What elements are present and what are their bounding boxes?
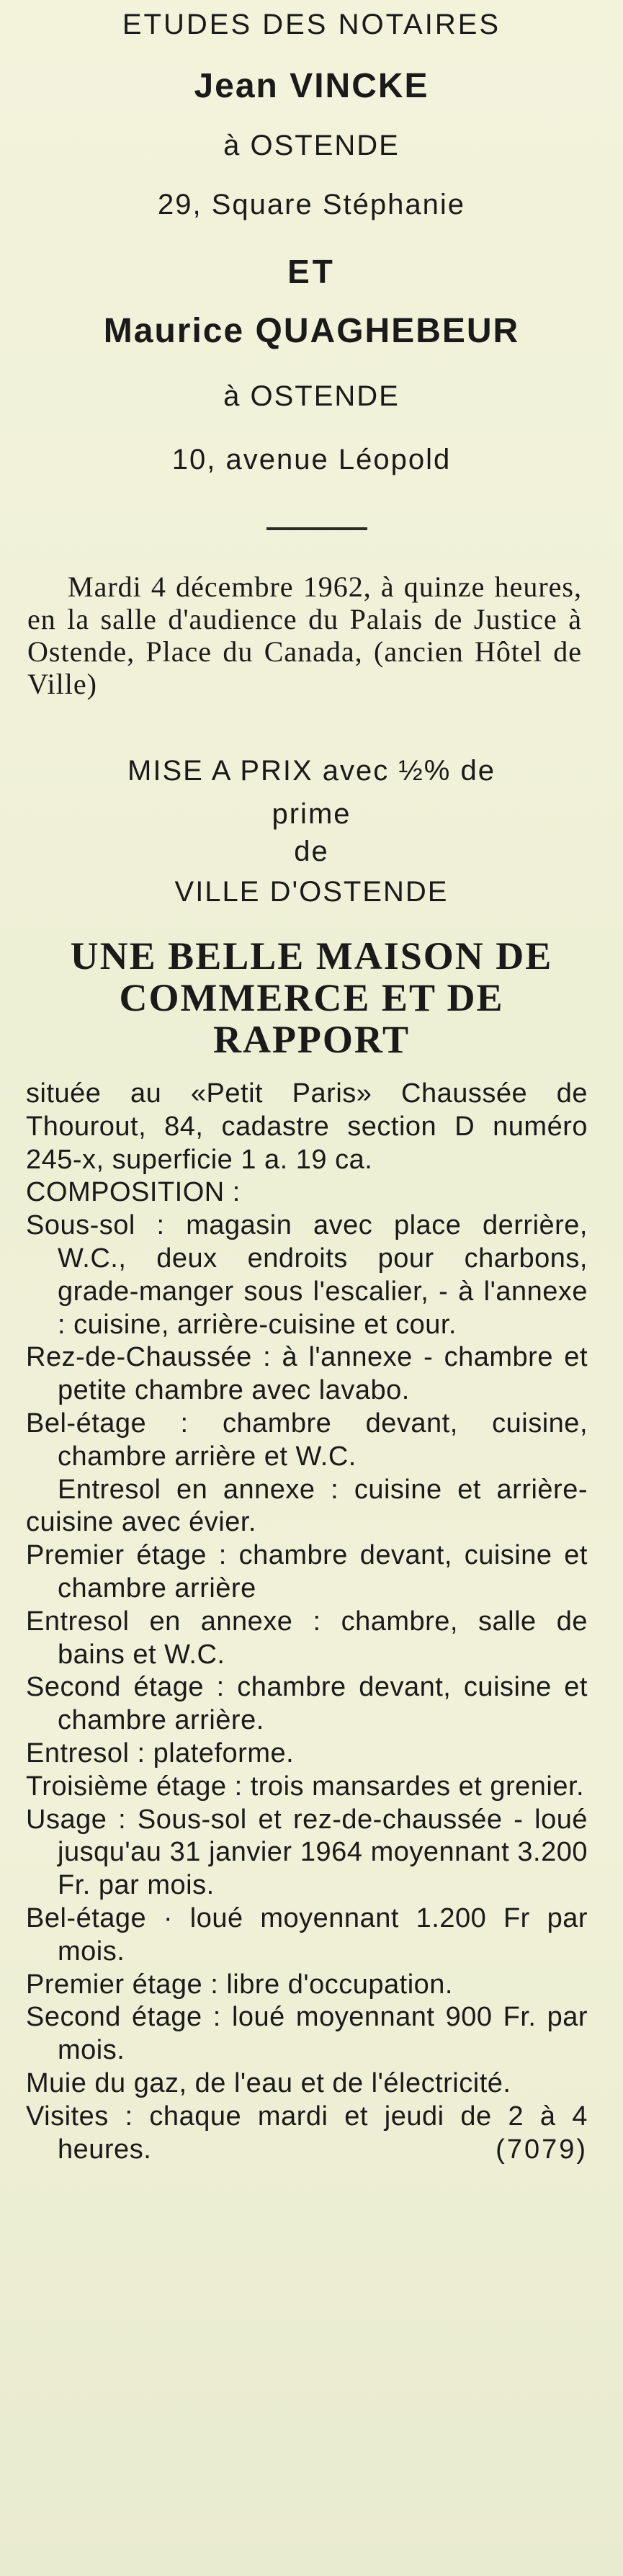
entresol2-paragraph: Entresol en annexe : chambre, salle de bains et W.C.	[26, 1606, 588, 1670]
third-floor-paragraph: Troisième étage : trois mansardes et grenier.	[26, 1771, 585, 1802]
entresol3-paragraph: Entresol : plateforme.	[26, 1738, 295, 1768]
bel-etage-paragraph: Bel-étage : chambre devant, cuisine, chambre arrière et W.C.	[26, 1408, 588, 1472]
visits-paragraph	[26, 2101, 588, 2167]
ground-floor-paragraph: Rez-de-Chaussée : à l'annexe - chambre et petite chambre avec lavabo.	[26, 1342, 588, 1406]
title-line-1: UNE BELLE MAISON DE	[70, 934, 553, 978]
usage-second-floor-paragraph: Second étage : loué moyennant 900 Fr. par mois.	[26, 2002, 588, 2066]
property-description	[26, 1078, 588, 2166]
entresol1-paragraph: Entresol en annexe : cuisine et arrière-cuisine avec évier.	[26, 1474, 588, 1538]
notary1-address: 29, Square Stéphanie	[158, 189, 465, 220]
notary1-name: Jean VINCKE	[194, 67, 429, 105]
basement-paragraph: Sous-sol : magasin avec place derrière, W.C., deux endroits pour charbons, grade-manger sous l'escalier, - à l'annexe : cuisine, arrière-cuisine et cour.	[26, 1210, 588, 1340]
reference-number: (7079)	[496, 2134, 588, 2165]
price-line-1: MISE A PRIX avec ½% de	[127, 755, 496, 787]
conjunction: ET	[287, 253, 336, 290]
usage-first-floor-paragraph: Premier étage : libre d'occupation.	[26, 1969, 453, 2000]
title-line-3: RAPPORT	[212, 1018, 411, 1061]
first-floor-paragraph: Premier étage : chambre devant, cuisine et chambre arrière	[26, 1540, 588, 1604]
notary-offices-heading: ETUDES DES NOTAIRES	[122, 9, 501, 40]
second-floor-paragraph: Second étage : chambre devant, cuisine et chambre arrière.	[26, 1672, 588, 1736]
composition-heading: COMPOSITION :	[26, 1177, 241, 1208]
notary2-address: 10, avenue Léopold	[171, 444, 452, 475]
usage-paragraph: Usage : Sous-sol et rez-de-chaussée - loué jusqu'au 31 janvier 1964 moyennant 3.200 Fr. par mois.	[26, 1804, 588, 1901]
notary1-city: à OSTENDE	[223, 130, 400, 161]
divider	[266, 527, 367, 530]
notary2-city: à OSTENDE	[223, 380, 400, 412]
utilities-paragraph: Muie du gaz, de l'eau et de l'électricité.	[26, 2067, 511, 2098]
price-line-4: VILLE D'OSTENDE	[174, 876, 449, 908]
price-line-3: de	[294, 836, 329, 867]
price-line-2: prime	[272, 798, 351, 830]
usage-bel-etage-paragraph: Bel-étage · loué moyennant 1.200 Fr par mois.	[26, 1902, 588, 1967]
notary2-name: Maurice QUAGHEBEUR	[103, 312, 520, 350]
location-paragraph: située au «Petit Paris» Chaussée de Thourout, 84, cadastre section D numéro 245-x, superficie 1 a. 19 ca.	[26, 1078, 588, 1175]
title-line-2: COMMERCE ET DE	[119, 976, 504, 1019]
sale-date-paragraph: Mardi 4 décembre 1962, à quinze heures, en la salle d'audience du Palais de Justice à Ostende, Place du Canada, (ancien Hôtel de Ville)	[27, 571, 582, 700]
visits-text: Visites : chaque mardi et jeudi de 2 à 4 heures.	[26, 2101, 588, 2165]
